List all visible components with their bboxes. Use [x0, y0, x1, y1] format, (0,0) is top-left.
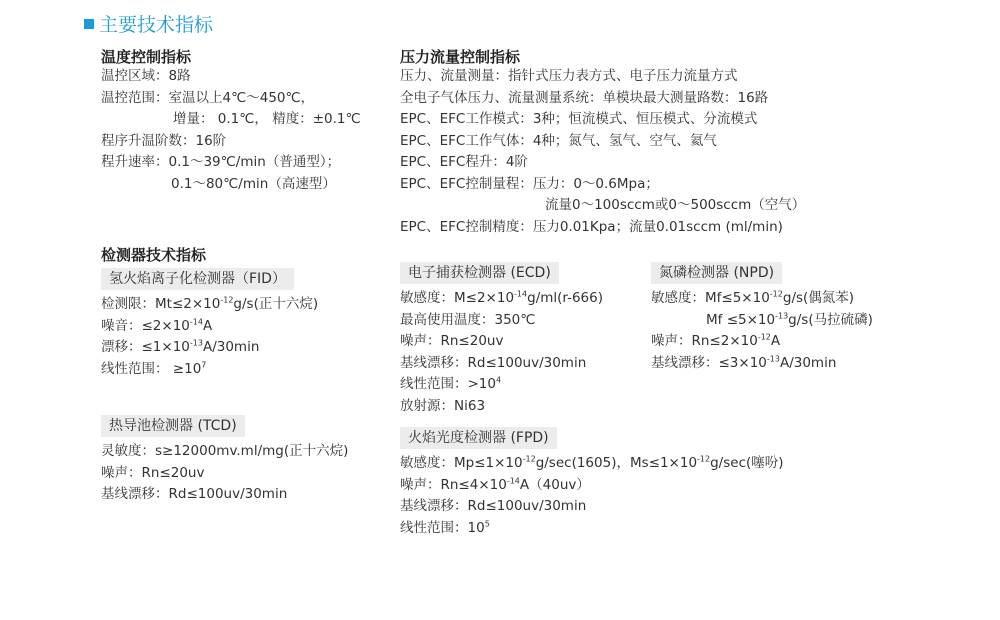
tcd-line: 基线漂移：Rd≤100uv/30min	[101, 486, 288, 502]
npd-title: 氮磷检测器 (NPD)	[651, 262, 782, 284]
tcd-spec-list	[101, 441, 348, 506]
page-title: 主要技术指标	[99, 14, 214, 36]
pressure-line: EPC、EFC控制量程：压力：0～0.6Mpa；	[400, 175, 659, 192]
pressure-heading: 压力流量控制指标	[400, 48, 521, 66]
pressure-spec-list	[400, 66, 805, 238]
fpd-line: 噪声：$Rn\le 4\times 10^{-14}A(40uv)$	[400, 476, 590, 493]
fpd-title: 火焰光度检测器 (FPD)	[400, 427, 557, 449]
temp-line: 温控范围：室温以上4℃～450℃，	[101, 89, 315, 106]
tcd-tag	[101, 415, 245, 437]
fid-line: 检测限：$Mt\le 2\times 10^{-12}g/s$(正十六烷)	[101, 295, 319, 312]
detector-heading: 检测器技术指标	[101, 246, 207, 264]
temp-spec-list	[101, 66, 361, 195]
temp-line: 程序升温阶数：16阶	[101, 132, 227, 149]
ecd-spec-list	[400, 288, 603, 417]
tcd-line: 灵敏度：s≥12000mv.ml/mg(正十六烷)	[101, 443, 349, 459]
fpd-tag	[400, 427, 557, 449]
fid-spec-list	[101, 294, 318, 380]
ecd-line: 放射源：Ni63	[400, 397, 486, 414]
fid-title: 氢火焰离子化检测器（FID）	[101, 268, 294, 290]
temp-line: 增量： 0.1℃， 精度：±0.1℃	[173, 111, 361, 127]
temp-line: 程升速率：0.1～39℃/min（普通型）；	[101, 154, 341, 170]
pressure-line: EPC、EFC工作气体：4种；氮气、氢气、空气、氦气	[400, 132, 717, 149]
ecd-title: 电子捕获检测器 (ECD)	[400, 262, 559, 284]
npd-tag	[651, 262, 782, 284]
pressure-line: EPC、EFC控制精度：压力0.01Kpa；流量0.01sccm (ml/min)	[400, 218, 783, 235]
tcd-title: 热导池检测器 (TCD)	[101, 415, 245, 437]
fid-line: 漂移：$\le 1\times 10^{-13}A/30\min$	[101, 338, 260, 355]
pressure-line: 压力、流量测量：指针式压力表方式、电子压力流量方式	[400, 68, 738, 84]
temp-line: 0.1～80℃/min（高速型）	[171, 175, 336, 192]
pressure-line: 流量0～100sccm或0～500sccm（空气）	[545, 197, 806, 213]
npd-line: 基线漂移：$\le 3\times 10^{-13}A/30\min$	[651, 354, 837, 371]
fpd-spec-list	[400, 453, 784, 539]
npd-line: 敏感度：$Mf\le 5\times 10^{-12}g/s$(偶氮苯)	[651, 289, 855, 306]
pressure-line: EPC、EFC程升：4阶	[400, 154, 528, 170]
pressure-line: 全电子气体压力、流量测量系统：单模块最大测量路数：16路	[400, 89, 769, 106]
ecd-line: 噪声：Rn≤20uv	[400, 333, 504, 349]
ecd-line: 最高使用温度：350℃	[400, 311, 536, 328]
npd-line: $Mf \le 5\times 10^{-13}g/s$(马拉硫磷)	[706, 311, 873, 328]
fpd-line: 基线漂移：Rd≤100uv/30min	[400, 498, 587, 514]
fid-line: 线性范围： $\ge 10^7$	[101, 360, 207, 377]
fpd-line: 线性范围：$10^5$	[400, 519, 490, 536]
fid-line: 噪音：$\le 2\times 10^{-14}A$	[101, 317, 213, 334]
temp-line: 温控区域：8路	[101, 68, 191, 84]
temp-heading: 温度控制指标	[101, 48, 192, 66]
section-marker-icon	[84, 19, 94, 29]
ecd-line: 基线漂移：Rd≤100uv/30min	[400, 354, 587, 371]
ecd-line: 线性范围：$>10^4$	[400, 375, 502, 392]
ecd-line: 敏感度：$M\le 2\times 10^{-14}g/ml(r-666)$	[400, 289, 604, 306]
fid-tag	[101, 268, 294, 290]
npd-line: 噪声：$Rn\le 2\times 10^{-12}A$	[651, 332, 781, 349]
page-title-bar	[84, 10, 213, 37]
fpd-line: 敏感度：$Mp\le 1\times 10^{-12}g/\sec(1605)$，$Ms\le 1\times 10^{-12}g/\sec$(噻吩)	[400, 454, 784, 471]
ecd-tag	[400, 262, 559, 284]
npd-spec-list	[651, 288, 873, 374]
tcd-line: 噪声：Rn≤20uv	[101, 464, 205, 481]
pressure-line: EPC、EFC工作模式：3种；恒流模式、恒压模式、分流模式	[400, 111, 758, 127]
